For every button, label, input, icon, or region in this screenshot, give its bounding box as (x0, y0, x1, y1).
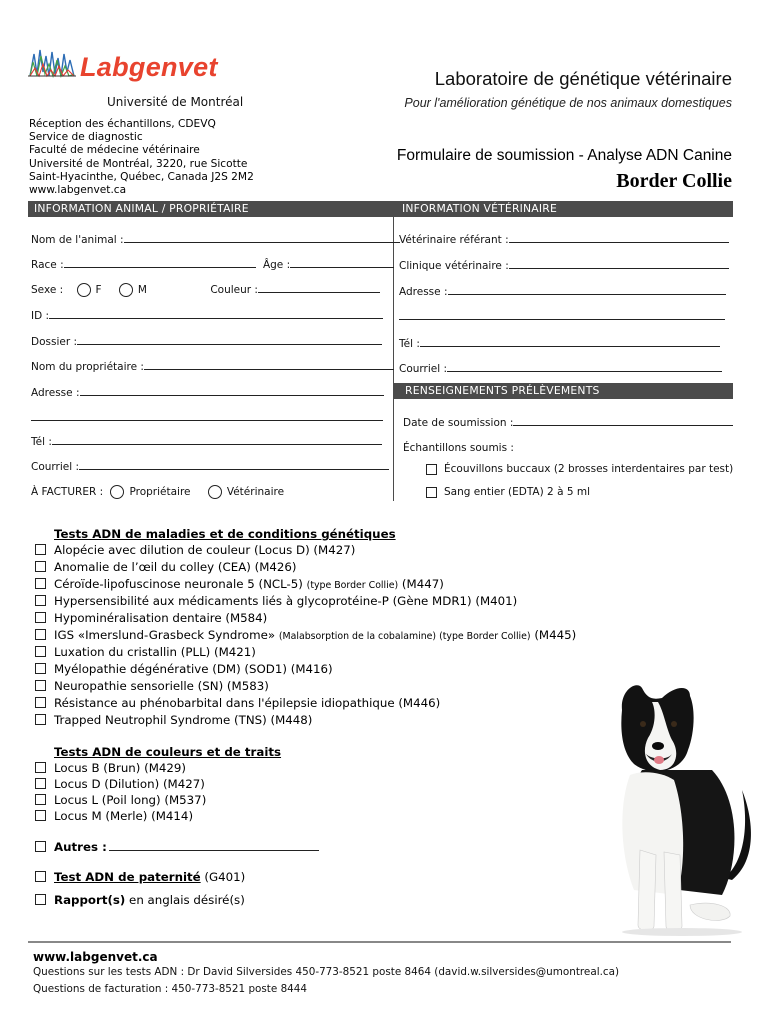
breed-title: Border Collie (616, 170, 732, 192)
age-input[interactable] (290, 258, 394, 268)
sex-f-label: F (95, 284, 102, 296)
address-line: Réception des échantillons, CDEVQ (29, 118, 216, 130)
billing-vet-label: Vétérinaire (226, 486, 285, 498)
sample-option-swab[interactable] (426, 463, 733, 475)
disease-test-item[interactable] (35, 559, 576, 576)
sex-m-radio[interactable] (119, 283, 133, 297)
color-test-label: Locus B (Brun) (M429) (54, 761, 187, 775)
disease-test-item[interactable] (35, 542, 576, 559)
disease-test-label: Luxation du cristallin (PLL) (M421) (54, 645, 256, 659)
blood-label: Sang entier (EDTA) 2 à 5 ml (444, 486, 591, 498)
lab-title: Laboratoire de génétique vétérinaire (434, 68, 732, 89)
other-tests-label: Autres : (54, 840, 107, 854)
owner-address-field[interactable] (31, 386, 384, 399)
disease-test-item[interactable] (35, 695, 576, 712)
animal-name-input[interactable] (124, 233, 400, 243)
referring-vet-label: Vétérinaire référant : (399, 234, 509, 246)
paternity-test-option[interactable] (35, 869, 245, 886)
color-test-checkbox[interactable] (35, 778, 46, 789)
color-label: Couleur : (210, 284, 258, 296)
owner-email-label: Courriel : (31, 461, 80, 473)
breed-field[interactable] (31, 258, 394, 271)
other-tests-input[interactable] (109, 841, 319, 851)
owner-email-input[interactable] (79, 460, 389, 470)
disease-test-item[interactable] (35, 661, 576, 678)
vet-email-field[interactable] (399, 362, 722, 375)
vet-phone-input[interactable] (420, 337, 720, 347)
disease-test-checkbox[interactable] (35, 714, 46, 725)
disease-test-checkbox[interactable] (35, 612, 46, 623)
vet-email-label: Courriel : (399, 363, 448, 375)
sample-section-header: RENSEIGNEMENTS PRÉLÈVEMENTS (393, 383, 733, 399)
animal-name-label: Nom de l'animal : (31, 234, 124, 246)
vet-section-header: INFORMATION VÉTÉRINAIRE (393, 201, 733, 217)
disease-test-label: Céroïde-lipofuscinose neuronale 5 (NCL-5) (54, 577, 307, 591)
age-label: Âge : (262, 259, 291, 271)
sex-field[interactable] (31, 283, 380, 297)
blood-checkbox[interactable] (426, 487, 437, 498)
color-test-checkbox[interactable] (35, 810, 46, 821)
disease-test-label: IGS «Imerslund-Grasbeck Syndrome» (54, 628, 279, 642)
id-label: ID : (31, 310, 50, 322)
footer-divider (28, 941, 731, 943)
owner-name-label: Nom du propriétaire : (31, 361, 144, 373)
vet-phone-field[interactable] (399, 337, 720, 350)
disease-test-label: Hypersensibilité aux médicaments liés à glycoprotéine-P (Gène MDR1) (M401) (54, 594, 518, 608)
disease-test-label: Alopécie avec dilution de couleur (Locus D) (M427) (54, 543, 356, 557)
logo-subtitle: Université de Montréal (107, 95, 244, 109)
disease-test-label: Résistance au phénobarbital dans l'épilepsie idiopathique (M446) (54, 696, 441, 710)
color-test-item[interactable] (35, 792, 206, 808)
color-tests-list (35, 760, 206, 824)
disease-test-checkbox[interactable] (35, 697, 46, 708)
disease-test-label: Neuropathie sensorielle (SN) (M583) (54, 679, 269, 693)
billing-owner-label: Propriétaire (129, 486, 191, 498)
sex-label: Sexe : (31, 284, 64, 296)
owner-phone-label: Tél : (31, 436, 52, 448)
other-tests-field[interactable] (35, 839, 319, 856)
id-input[interactable] (49, 309, 383, 319)
disease-test-label: Trapped Neutrophil Syndrome (TNS) (M448) (54, 713, 313, 727)
color-input[interactable] (258, 283, 380, 293)
swab-label: Écouvillons buccaux (2 brosses interdentaires par test) (444, 463, 734, 475)
disease-tests-list (35, 542, 576, 729)
border-collie-photo (582, 680, 757, 938)
disease-test-item[interactable] (35, 627, 576, 644)
owner-name-field[interactable] (31, 360, 394, 373)
disease-test-item[interactable] (35, 610, 576, 627)
billing-label: À FACTURER : (31, 486, 104, 498)
submission-date-field[interactable] (403, 416, 733, 429)
address-line: Université de Montréal, 3220, rue Sicotte (29, 157, 248, 170)
disease-test-label: Anomalie de l’œil du colley (CEA) (M426) (54, 560, 297, 574)
address-line: Service de diagnostic (29, 131, 143, 144)
vet-address-label: Adresse : (399, 286, 448, 298)
address-line: Saint-Hyacinthe, Québec, Canada J2S 2M2 (29, 170, 254, 183)
submission-date-input[interactable] (513, 416, 733, 426)
owner-address-label: Adresse : (31, 387, 80, 399)
paternity-code: (G401) (200, 870, 246, 884)
footer-billing-questions: Questions de facturation : 450-773-8521 poste 8444 (33, 983, 308, 995)
footer-website-link[interactable]: www.labgenvet.ca (33, 950, 158, 964)
disease-test-note: (Malabsorption de la cobalamine) (type Border Collie) (278, 631, 531, 642)
vet-address-input-2[interactable] (399, 310, 725, 320)
owner-name-input[interactable] (144, 360, 394, 370)
color-test-item[interactable] (35, 776, 206, 792)
owner-phone-field[interactable] (31, 435, 382, 448)
id-field[interactable] (31, 309, 383, 322)
referring-vet-field[interactable] (399, 233, 729, 246)
disease-test-checkbox[interactable] (35, 595, 46, 606)
report-label: Rapport(s) (54, 893, 126, 907)
clinic-input[interactable] (509, 259, 729, 269)
file-input[interactable] (77, 335, 382, 345)
disease-test-item[interactable] (35, 576, 576, 593)
disease-test-note: (type Border Collie) (306, 580, 399, 591)
lab-subtitle: Pour l'amélioration génétique de nos animaux domestiques (404, 96, 732, 110)
vet-address-field[interactable] (399, 285, 726, 298)
owner-address-input[interactable] (80, 386, 384, 396)
color-test-checkbox[interactable] (35, 794, 46, 805)
disease-test-item[interactable] (35, 678, 576, 695)
form-title: Formulaire de soumission - Analyse ADN Canine (396, 147, 732, 164)
paternity-label: Test ADN de paternité (54, 870, 201, 884)
disease-test-checkbox[interactable] (35, 629, 46, 640)
disease-test-checkbox[interactable] (35, 544, 46, 555)
breed-input[interactable] (64, 258, 256, 268)
breed-label: Race : (31, 259, 64, 271)
english-report-option[interactable] (35, 892, 245, 909)
file-field[interactable] (31, 335, 382, 348)
referring-vet-input[interactable] (509, 233, 729, 243)
disease-test-label: Hypominéralisation dentaire (M584) (54, 611, 268, 625)
owner-email-field[interactable] (31, 460, 389, 473)
billing-vet-radio[interactable] (208, 485, 222, 499)
logo-wordmark: Labgenvet (80, 52, 218, 82)
disease-test-label: Myélopathie dégénérative (DM) (SOD1) (M416) (54, 662, 333, 676)
other-tests-checkbox[interactable] (35, 841, 46, 852)
section-divider (393, 201, 394, 501)
disease-test-item[interactable] (35, 593, 576, 610)
clinic-field[interactable] (399, 259, 729, 272)
sex-f-radio[interactable] (77, 283, 91, 297)
owner-address-input-2[interactable] (31, 411, 383, 421)
address-line: Faculté de médecine vétérinaire (29, 144, 200, 157)
footer-test-questions: Questions sur les tests ADN : Dr David Silversides 450-773-8521 poste 8464 (david.w.silversides@umontreal.ca) (33, 966, 620, 978)
color-test-checkbox[interactable] (35, 762, 46, 773)
submission-date-label: Date de soumission : (403, 417, 514, 429)
vet-phone-label: Tél : (399, 338, 420, 350)
file-label: Dossier : (31, 336, 78, 348)
billing-owner-radio[interactable] (110, 485, 124, 499)
sample-option-blood[interactable] (426, 486, 590, 498)
paternity-checkbox[interactable] (35, 871, 46, 882)
address-website-link[interactable]: www.labgenvet.ca (29, 184, 127, 197)
animal-owner-section-header: INFORMATION ANIMAL / PROPRIÉTAIRE (28, 201, 393, 217)
disease-test-checkbox[interactable] (35, 646, 46, 657)
owner-phone-input[interactable] (52, 435, 382, 445)
color-test-item[interactable] (35, 760, 206, 776)
sample-reception-address (29, 118, 254, 197)
disease-test-checkbox[interactable] (35, 578, 46, 589)
clinic-label: Clinique vétérinaire : (399, 260, 509, 272)
disease-test-code: (M447) (398, 577, 444, 591)
samples-submitted-label: Échantillons soumis : (403, 442, 514, 454)
disease-tests-title: Tests ADN de maladies et de conditions génétiques (54, 527, 396, 541)
color-tests-title: Tests ADN de couleurs et de traits (54, 745, 282, 759)
vet-address-input[interactable] (448, 285, 726, 295)
owner-address-line2[interactable] (31, 411, 383, 424)
disease-test-item[interactable] (35, 712, 576, 729)
disease-test-checkbox[interactable] (35, 561, 46, 572)
disease-test-item[interactable] (35, 644, 576, 661)
color-test-item[interactable] (35, 808, 206, 824)
report-tail: en anglais désiré(s) (125, 893, 245, 907)
color-test-label: Locus L (Poil long) (M537) (54, 793, 207, 807)
vet-address-line2[interactable] (399, 310, 725, 323)
disease-test-code: (M445) (530, 628, 577, 642)
color-test-label: Locus M (Merle) (M414) (54, 809, 194, 823)
swab-checkbox[interactable] (426, 464, 437, 475)
disease-test-checkbox[interactable] (35, 663, 46, 674)
disease-test-checkbox[interactable] (35, 680, 46, 691)
color-test-label: Locus D (Dilution) (M427) (54, 777, 205, 791)
vet-email-input[interactable] (447, 362, 722, 372)
english-report-checkbox[interactable] (35, 894, 46, 905)
animal-name-field[interactable] (31, 233, 400, 246)
sex-m-label: M (137, 284, 147, 296)
billing-field[interactable] (31, 485, 284, 499)
